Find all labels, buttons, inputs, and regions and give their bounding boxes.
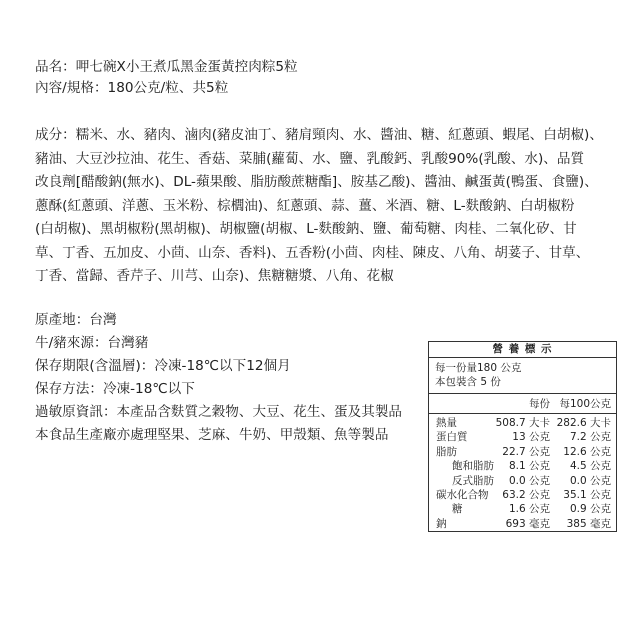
- serving-size: 每一份量180 公克: [435, 362, 522, 374]
- nutrition-row: [429, 474, 616, 488]
- per-serving-value: 63.2 公克: [502, 489, 550, 501]
- facility-text: 本食品生產廠亦處理堅果、芝麻、牛奶、甲殼類、魚等製品: [35, 427, 389, 443]
- nutrient-label: 脂肪: [436, 445, 457, 458]
- per-serving-value: 8.1 公克: [508, 460, 550, 473]
- ingredients-line: 草、丁香、五加皮、小茴、山奈、香料)、五香粉(小茴、肉桂、陳皮、八角、胡荽子、甘草、: [35, 244, 590, 261]
- column-header-per-serving: 每份: [529, 398, 550, 410]
- column-header-per-100g: 每100公克: [559, 398, 611, 410]
- product-name: 品名：呷七碗X小王煮瓜黑金蛋黃控肉粽5粒: [35, 59, 298, 75]
- nutrient-label: 糖: [452, 503, 463, 516]
- shelf-life-text: 保存期限(含溫層)：冷凍-18℃以下12個月: [35, 358, 291, 374]
- per-serving-value: 0.0 公克: [508, 474, 550, 487]
- servings-per-pack: 本包裝含 5 份: [435, 376, 501, 388]
- ingredients-line: 蔥酥(紅蔥頭、洋蔥、玉米粉、棕櫚油)、紅蔥頭、蒜、薑、米酒、糖、L-麩酸鈉、白胡椒粉: [35, 197, 575, 214]
- divider: [429, 357, 616, 358]
- nutrition-row: [429, 459, 616, 473]
- per-100g-value: 7.2 公克: [569, 431, 611, 444]
- per-100g-value: 282.6 大卡: [556, 417, 611, 429]
- nutrition-row: [429, 502, 616, 516]
- divider: [429, 393, 616, 394]
- nutrition-row: [429, 430, 616, 444]
- ingredients-line: 丁香、當歸、香芹子、川芎、山奈)、焦糖糖漿、八角、花椒: [35, 268, 394, 284]
- nutrient-label: 熱量: [436, 417, 457, 429]
- nutrient-label: 碳水化合物: [436, 489, 489, 501]
- per-serving-value: 1.6 公克: [508, 503, 550, 516]
- product-header: [35, 57, 298, 99]
- per-serving-value: 13 公克: [512, 431, 550, 444]
- allergen-text: 過敏原資訊：本產品含麩質之穀物、大豆、花生、蛋及其製品: [35, 404, 403, 420]
- per-100g-value: 0.0 公克: [569, 474, 611, 487]
- ingredients-line: (白胡椒)、黑胡椒粉(黑胡椒)、胡椒鹽(胡椒、L-麩酸鈉、鹽、葡萄糖、肉桂、二氧化矽、甘: [35, 221, 577, 237]
- per-100g-value: 35.1 公克: [563, 489, 611, 501]
- nutrition-row: [429, 416, 616, 430]
- nutrient-label: 鈉: [436, 517, 447, 530]
- product-info: [35, 309, 402, 447]
- per-100g-value: 12.6 公克: [563, 445, 611, 458]
- divider: [429, 413, 616, 414]
- origin-text: 原產地：台灣: [35, 312, 117, 328]
- storage-text: 保存方法：冷凍-18℃以下: [35, 381, 195, 397]
- per-serving-value: 508.7 大卡: [495, 417, 550, 429]
- nutrition-row: [429, 488, 616, 502]
- nutrient-label: 蛋白質: [436, 431, 468, 444]
- nutrient-label: 飽和脂肪: [452, 460, 494, 473]
- per-serving-value: 22.7 公克: [502, 445, 550, 458]
- ingredients-list: [35, 124, 603, 289]
- nutrition-facts-table: [428, 341, 617, 532]
- nutrition-row: [429, 517, 616, 531]
- nutrition-row: [429, 445, 616, 459]
- product-spec: 內容/規格：180公克/粒、共5粒: [35, 80, 229, 96]
- nutrition-title: 營 養 標 示: [492, 343, 553, 355]
- ingredients-line: 豬油、大豆沙拉油、花生、香菇、菜脯(蘿蔔、水、鹽、乳酸鈣、乳酸90%(乳酸、水)、品質: [35, 150, 585, 167]
- ingredients-line: 改良劑[醋酸鈉(無水)、DL-蘋果酸、脂肪酸蔗糖酯]、胺基乙酸)、醬油、鹹蛋黃(鴨蛋、食鹽)、: [35, 174, 598, 190]
- per-100g-value: 4.5 公克: [569, 460, 611, 473]
- per-serving-value: 693 毫克: [505, 517, 550, 530]
- per-100g-value: 0.9 公克: [569, 503, 611, 516]
- ingredients-line: 成分：糯米、水、豬肉、滷肉(豬皮油丁、豬肩頸肉、水、醬油、糖、紅蔥頭、蝦尾、白胡椒)、: [35, 127, 603, 143]
- meat-source-text: 牛/豬來源：台灣豬: [35, 335, 149, 351]
- per-100g-value: 385 毫克: [566, 517, 611, 530]
- nutrient-label: 反式脂肪: [452, 474, 494, 487]
